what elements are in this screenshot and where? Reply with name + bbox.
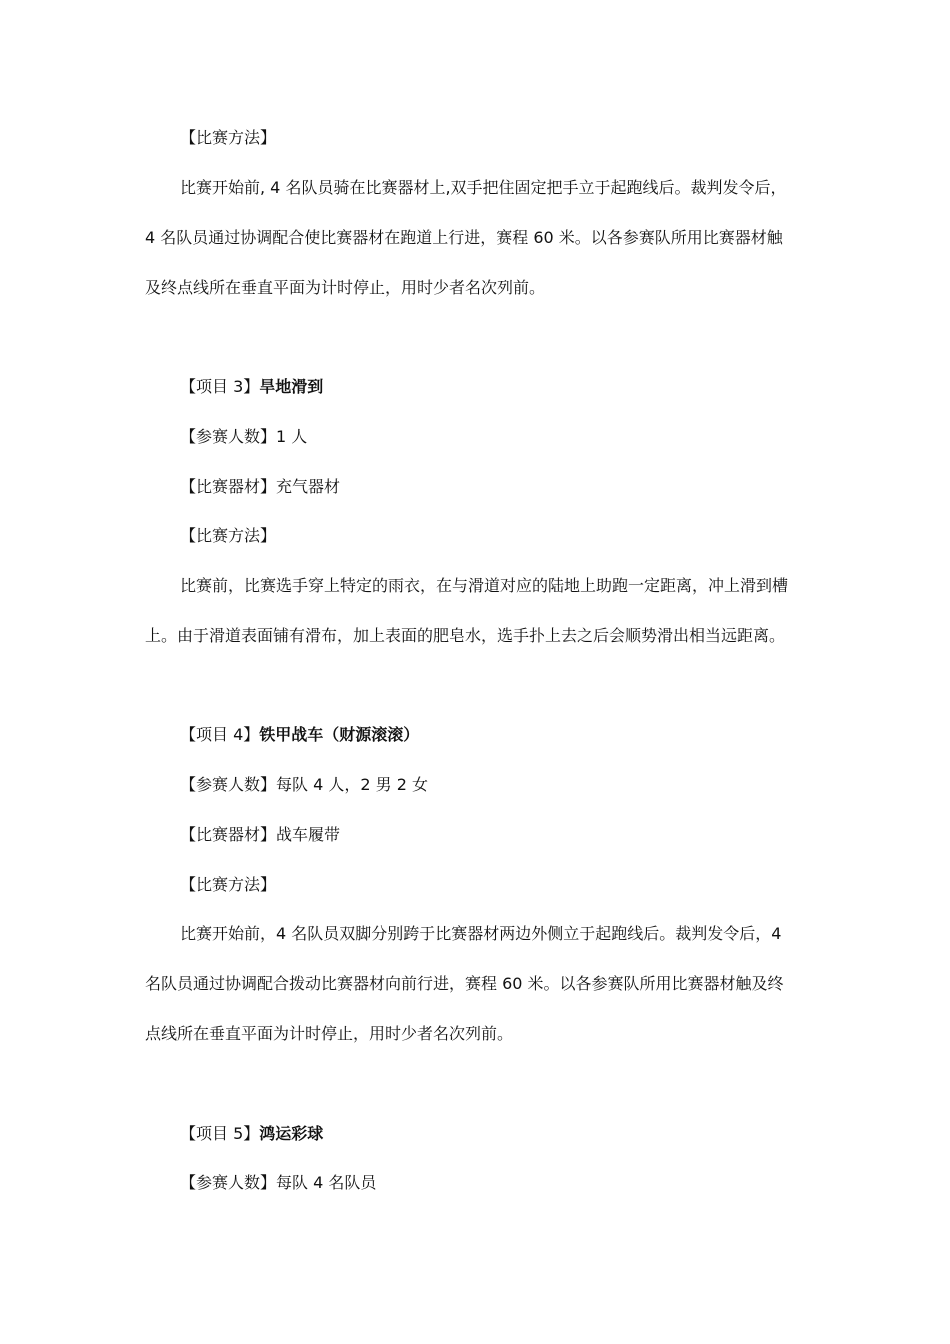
project-5-prefix: 【项目 5】 [180,1124,260,1143]
project-4-title: 铁甲战车（财源滚滚） [259,725,420,744]
project-3-method-line: 比赛前，比赛选手穿上特定的雨衣，在与滑道对应的陆地上助跑一定距离，冲上滑到槽 [180,576,789,595]
method-label: 【比赛方法】 [180,128,277,147]
project-4-participants: 【参赛人数】每队 4 人，2 男 2 女 [180,775,428,794]
project-4-method-label: 【比赛方法】 [180,875,277,894]
project-4-method-line: 名队员通过协调配合拨动比赛器材向前行进，赛程 60 米。以各参赛队所用比赛器材触及终 [145,974,784,993]
project-4-prefix: 【项目 4】 [180,725,260,744]
project-3-title: 旱地滑到 [259,377,324,396]
method-text-line: 及终点线所在垂直平面为计时停止，用时少者名次列前。 [145,278,546,297]
method-text-line: 比赛开始前, 4 名队员骑在比赛器材上,双手把住固定把手立于起跑线后。裁判发令后， [180,178,787,197]
project-5-participants: 【参赛人数】每队 4 名队员 [180,1173,377,1192]
project-4-equipment: 【比赛器材】战车履带 [180,825,341,844]
project-5-title: 鸿运彩球 [259,1124,324,1143]
project-4-method-line: 点线所在垂直平面为计时停止，用时少者名次列前。 [145,1024,514,1043]
project-3-participants: 【参赛人数】1 人 [180,427,308,446]
project-4-heading [180,724,419,746]
project-3-heading [180,376,323,398]
project-3-prefix: 【项目 3】 [180,377,260,396]
project-4-method-line: 比赛开始前，4 名队员双脚分别跨于比赛器材两边外侧立于起跑线后。裁判发令后，4 [180,924,782,943]
method-text-line: 4 名队员通过协调配合使比赛器材在跑道上行进，赛程 60 米。以各参赛队所用比赛器材触 [145,228,783,247]
project-3-method-line: 上。由于滑道表面铺有滑布，加上表面的肥皂水，选手扑上去之后会顺势滑出相当远距离。 [145,626,786,645]
project-5-heading [180,1123,323,1145]
project-3-method-label: 【比赛方法】 [180,526,277,545]
project-3-equipment: 【比赛器材】充气器材 [180,477,341,496]
